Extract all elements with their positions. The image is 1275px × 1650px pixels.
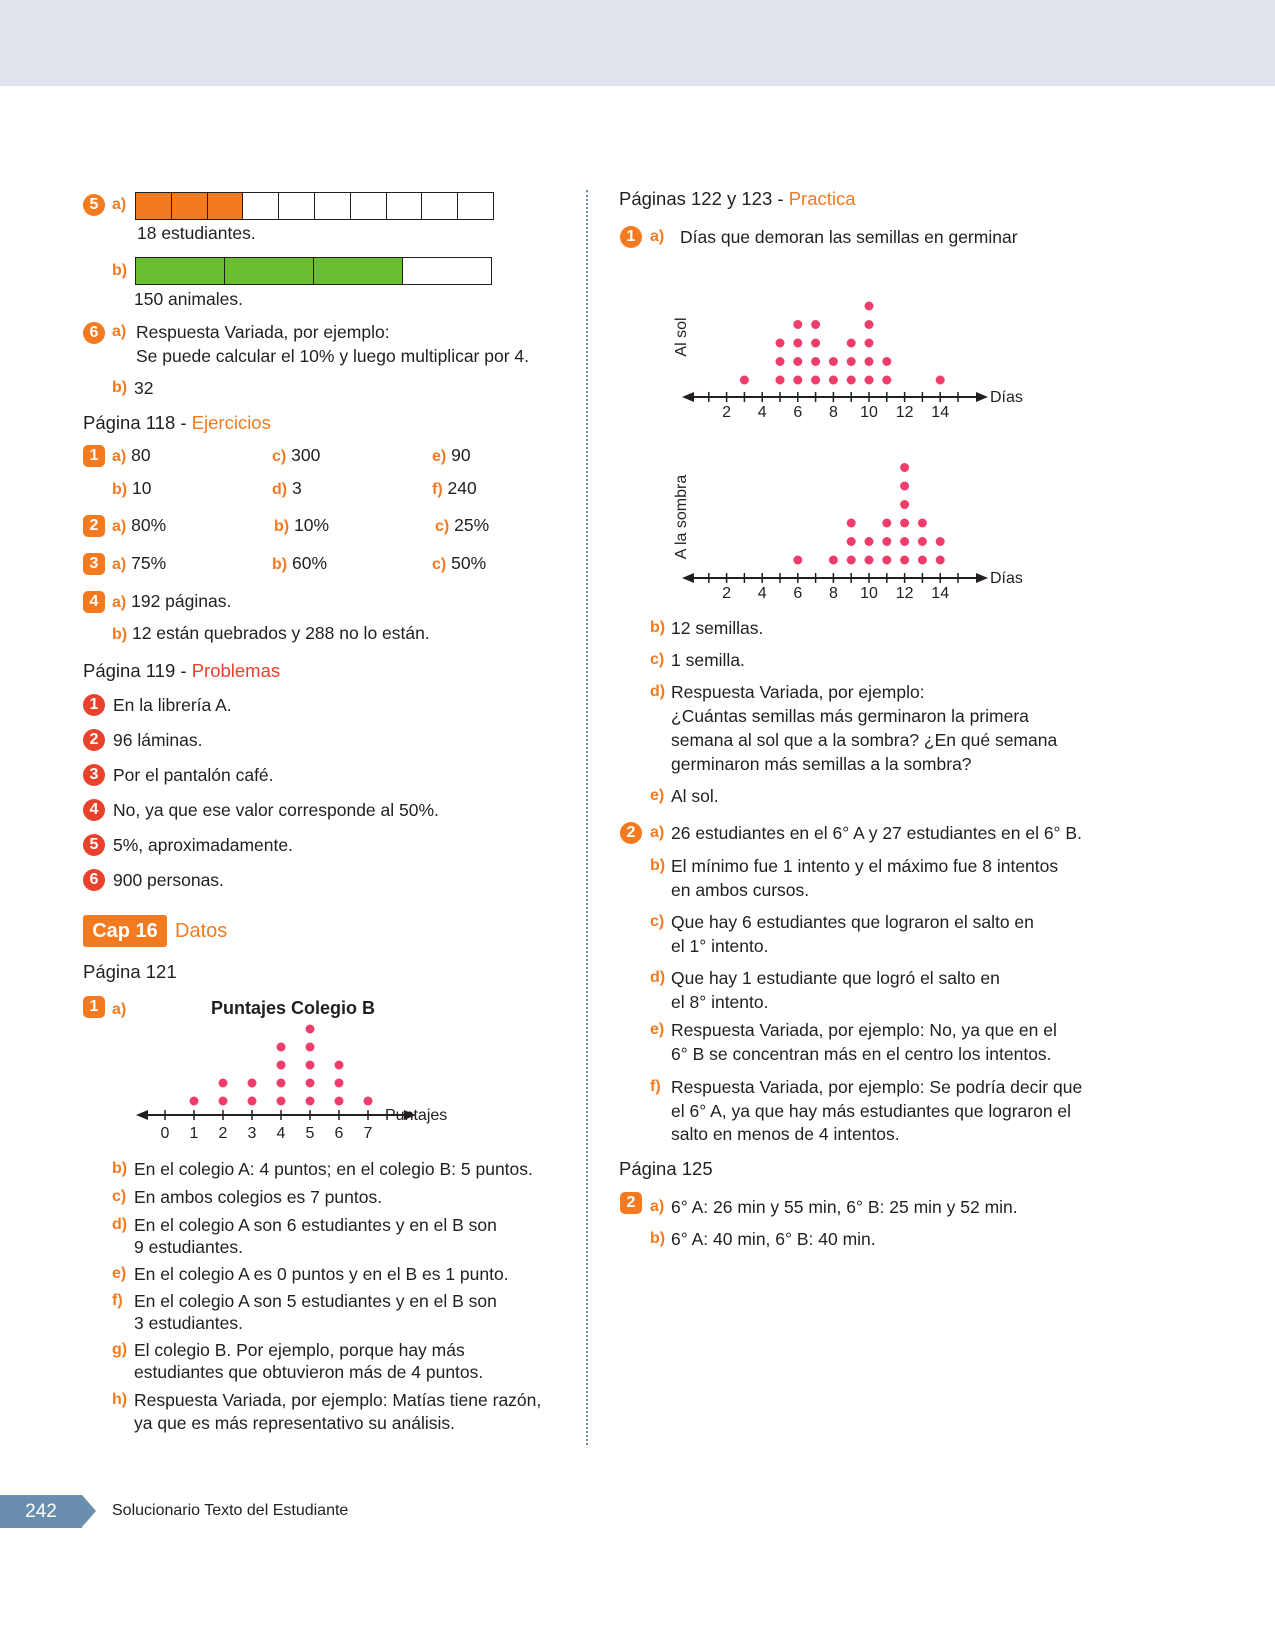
x-tick-label: 2 [722,404,732,421]
data-dot [248,1079,257,1088]
answer-item: b) 10% [274,515,330,535]
item-label: b) [650,857,666,874]
data-dot [793,339,802,348]
answer-item: c) 50% [432,553,487,573]
answer-text: Días que demoran las semillas en germinar [680,227,1018,247]
data-dot [277,1079,286,1088]
answer-text: 96 láminas. [113,730,203,750]
item-label: a) [650,228,665,245]
answer-text: 6° B se concentran más en el centro los intentos. [671,1044,1052,1064]
bar-cell-filled [136,193,172,219]
answer-item: e) 90 [432,445,471,465]
data-dot [335,1097,344,1106]
answer-text: en ambos cursos. [671,880,810,900]
data-dot [847,376,856,385]
item-label: b) [112,262,128,279]
item-label: e) [650,1021,665,1038]
x-tick-label: 3 [247,1125,257,1142]
answer-text: 6° A: 40 min, 6° B: 40 min. [671,1229,876,1249]
item-label: c) [650,913,665,930]
answer-item: c) 300 [272,445,321,465]
answer-item: a) 80 [112,445,151,465]
y-axis-label: A la sombra [673,474,690,560]
answer-text: Al sol. [671,786,719,806]
section-heading: Página 119 - Problemas [83,660,281,681]
item-label: f) [650,1078,661,1095]
x-tick-label: 6 [793,585,803,602]
data-dot [936,376,945,385]
data-dot [900,519,909,528]
data-dot [865,302,874,311]
dot-plot-al-sol [660,290,1040,430]
x-axis-label: Días [990,570,1023,587]
x-tick-label: 2 [218,1125,228,1142]
data-dot [306,1079,315,1088]
item-label: d) [650,969,666,986]
data-dot [306,1043,315,1052]
item-label: a) [112,196,127,213]
problem-badge: 4 [83,799,105,821]
axis-arrow-left [682,573,694,583]
item-label: a) [650,1198,665,1215]
data-dot [847,556,856,565]
data-dot [900,482,909,491]
data-dot [865,556,874,565]
problem-badge: 6 [83,869,105,891]
item-label: b) [112,379,128,396]
question-badge: 1 [83,445,105,467]
data-dot [882,556,891,565]
column-divider [586,190,588,1445]
data-dot [277,1097,286,1106]
bar-cell-empty [279,193,315,219]
answer-text: 5%, aproximadamente. [113,835,293,855]
data-dot [865,376,874,385]
bar-cell-filled [314,258,403,284]
data-dot [882,357,891,366]
bar-cell-filled [208,193,244,219]
data-dot [811,376,820,385]
answer-text: Respuesta Variada, por ejemplo: [136,322,390,342]
y-axis-label: Al sol [673,317,690,357]
bar-cell-filled [225,258,314,284]
answer-item: d) 3 [272,478,302,498]
answer-item: b) 10 [112,478,152,498]
bar-cell-empty [387,193,423,219]
answer-text: Respuesta Variada, por ejemplo: Matías tiene razón, [134,1390,542,1410]
answer-item: f) 240 [432,478,477,498]
item-label: e) [112,1265,127,1282]
data-dot [882,519,891,528]
answer-text: ya que es más representativo su análisis. [134,1413,455,1433]
data-dot [277,1043,286,1052]
data-dot [776,376,785,385]
question-badge: 2 [620,1192,642,1214]
dot-plot-a-la-sombra [660,460,1040,610]
answer-text: el 6° A, ya que hay más estudiantes que lograron el [671,1101,1072,1121]
x-tick-label: 14 [931,404,950,421]
answer-item: b) 60% [272,553,328,573]
item-label: a) [112,1001,127,1018]
answer-item: b) 12 están quebrados y 288 no lo están. [112,623,430,643]
item-label: h) [112,1391,128,1408]
answer-text: 900 personas. [113,870,224,890]
problem-badge: 3 [83,764,105,786]
section-heading: Página 125 [619,1158,713,1179]
heading-section: Ejercicios [191,412,271,433]
problem-badge: 5 [83,834,105,856]
item-label: c) [112,1188,127,1205]
bar-cell-empty [351,193,387,219]
answer-text: Respuesta Variada, por ejemplo: [671,682,925,702]
answer-text: estudiantes que obtuvieron más de 4 puntos. [134,1362,484,1382]
data-dot [936,537,945,546]
axis-arrow-right [976,392,988,402]
question-badge: 1 [83,996,105,1018]
data-dot [865,357,874,366]
data-dot [829,376,838,385]
section-heading [83,412,271,434]
x-tick-label: 4 [276,1125,286,1142]
answer-text: No, ya que ese valor corresponde al 50%. [113,800,439,820]
data-dot [918,519,927,528]
bar-cell-empty [422,193,458,219]
data-dot [335,1079,344,1088]
x-axis-label: Días [990,389,1023,406]
bar-cell-filled [172,193,208,219]
x-tick-label: 8 [828,404,838,421]
x-tick-label: 7 [363,1125,373,1142]
item-label: d) [650,683,666,700]
data-dot [865,320,874,329]
answer-item: a) 75% [112,553,167,573]
x-tick-label: 12 [895,404,914,421]
answer-text: En el colegio A: 4 puntos; en el colegio B: 5 puntos. [134,1159,533,1179]
x-tick-label: 0 [160,1125,170,1142]
axis-arrow-left [136,1110,148,1120]
data-dot [811,320,820,329]
answer-text: En el colegio A es 0 puntos y en el B es 1 punto. [134,1264,509,1284]
x-tick-label: 4 [757,585,767,602]
bar-cell-empty [458,193,493,219]
data-dot [900,556,909,565]
page-number: 242 [0,1495,82,1528]
answer-text: germinaron más semillas a la sombra? [671,754,972,774]
data-dot [847,357,856,366]
data-dot [219,1079,228,1088]
answer-text: En ambos colegios es 7 puntos. [134,1187,383,1207]
item-label: e) [650,787,665,804]
problem-badge: 1 [83,694,105,716]
answer-text: 9 estudiantes. [134,1237,243,1257]
x-tick-label: 10 [860,404,878,421]
x-tick-label: 12 [895,585,914,602]
data-dot [306,1025,315,1034]
item-label: f) [112,1292,123,1309]
chapter-title: Datos [175,920,228,942]
question-badge: 5 [83,194,105,216]
data-dot [219,1097,228,1106]
data-dot [865,537,874,546]
data-dot [918,556,927,565]
data-dot [865,339,874,348]
item-label: a) [650,824,665,841]
heading-text: Página 118 - [83,412,192,433]
answer-text: Que hay 6 estudiantes que lograron el salto en [671,912,1034,932]
x-tick-label: 1 [189,1125,199,1142]
answer-text: el 8° intento. [671,992,769,1012]
item-label: d) [112,1216,128,1233]
x-tick-label: 4 [757,404,767,421]
data-dot [793,320,802,329]
question-badge: 4 [83,591,105,613]
answer-text: Se puede calcular el 10% y luego multiplicar por 4. [136,346,529,366]
header-band [0,0,1275,86]
data-dot [882,537,891,546]
answer-text: el 1° intento. [671,936,769,956]
data-dot [190,1097,199,1106]
answer-text: El colegio B. Por ejemplo, porque hay más [134,1340,465,1360]
data-dot [277,1061,286,1070]
item-label: c) [650,651,665,668]
axis-arrow-left [682,392,694,402]
item-label: b) [650,1230,666,1247]
data-dot [306,1061,315,1070]
data-dot [306,1097,315,1106]
bar-cell-filled [136,258,225,284]
x-tick-label: 10 [860,585,878,602]
data-dot [811,357,820,366]
bar-cell-empty [315,193,351,219]
data-dot [900,537,909,546]
answer-item: a) 80% [112,515,167,535]
answer-text: En el colegio A son 6 estudiantes y en el B son [134,1215,497,1235]
chart-title: Puntajes Colegio B [211,998,376,1018]
x-axis-label: Puntajes [385,1107,448,1124]
data-dot [900,500,909,509]
data-dot [793,376,802,385]
answer-text: 12 semillas. [671,618,764,638]
item-label: a) [112,323,127,340]
data-dot [936,556,945,565]
data-dot [847,519,856,528]
problem-badge: 2 [83,729,105,751]
data-dot [829,556,838,565]
answer-text: El mínimo fue 1 intento y el máximo fue 8 intentos [671,856,1059,876]
data-dot [776,339,785,348]
axis-arrow-right [976,573,988,583]
data-dot [335,1061,344,1070]
question-badge: 6 [83,322,105,344]
data-dot [776,357,785,366]
fraction-bar-a [135,192,494,220]
answer-text: 6° A: 26 min y 55 min, 6° B: 25 min y 52 min. [671,1197,1018,1217]
data-dot [811,339,820,348]
x-tick-label: 2 [722,585,732,602]
fraction-bar-b [135,257,492,285]
data-dot [918,537,927,546]
data-dot [793,556,802,565]
dot-plot-colegio-b [130,1020,460,1150]
answer-text: salto en menos de 4 intentos. [671,1124,900,1144]
data-dot [248,1097,257,1106]
question-badge: 3 [83,553,105,575]
data-dot [847,537,856,546]
answer-text: Respuesta Variada, por ejemplo: Se podría decir que [671,1077,1083,1097]
data-dot [364,1097,373,1106]
section-heading: Página 121 [83,961,177,982]
answer-item: a) 192 páginas. [112,591,232,611]
question-badge: 2 [83,515,105,537]
question-badge: 1 [620,226,642,248]
data-dot [829,357,838,366]
section-heading: Páginas 122 y 123 - Practica [619,188,856,209]
item-label: b) [112,1160,128,1177]
data-dot [793,357,802,366]
answer-text: 26 estudiantes en el 6° A y 27 estudiantes en el 6° B. [671,823,1082,843]
x-tick-label: 6 [334,1125,344,1142]
answer-text: En el colegio A son 5 estudiantes y en el B son [134,1291,497,1311]
answer-text: Que hay 1 estudiante que logró el salto en [671,968,1000,988]
answer-text: 3 estudiantes. [134,1313,243,1333]
x-tick-label: 8 [828,585,838,602]
answer-text: 1 semilla. [671,650,745,670]
answer-text: 18 estudiantes. [137,223,256,243]
answer-text: 150 animales. [134,289,243,309]
answer-text: 32 [134,378,154,398]
bar-cell-empty [403,258,491,284]
answer-text: Respuesta Variada, por ejemplo: No, ya que en el [671,1020,1057,1040]
data-dot [847,339,856,348]
x-tick-label: 6 [793,404,803,421]
x-tick-label: 14 [931,585,950,602]
item-label: b) [650,619,666,636]
chapter-badge: Cap 16 [83,915,167,947]
answer-text: semana al sol que a la sombra? ¿En qué semana [671,730,1058,750]
answer-text: ¿Cuántas semillas más germinaron la primera [671,706,1029,726]
answer-text: En la librería A. [113,695,232,715]
x-tick-label: 5 [305,1125,315,1142]
bar-cell-empty [243,193,279,219]
question-badge: 2 [620,822,642,844]
footer-text: Solucionario Texto del Estudiante [112,1502,349,1519]
data-dot [740,376,749,385]
item-label: g) [112,1341,128,1358]
data-dot [882,376,891,385]
answer-item: c) 25% [435,515,490,535]
data-dot [900,463,909,472]
answer-text: Por el pantalón café. [113,765,274,785]
